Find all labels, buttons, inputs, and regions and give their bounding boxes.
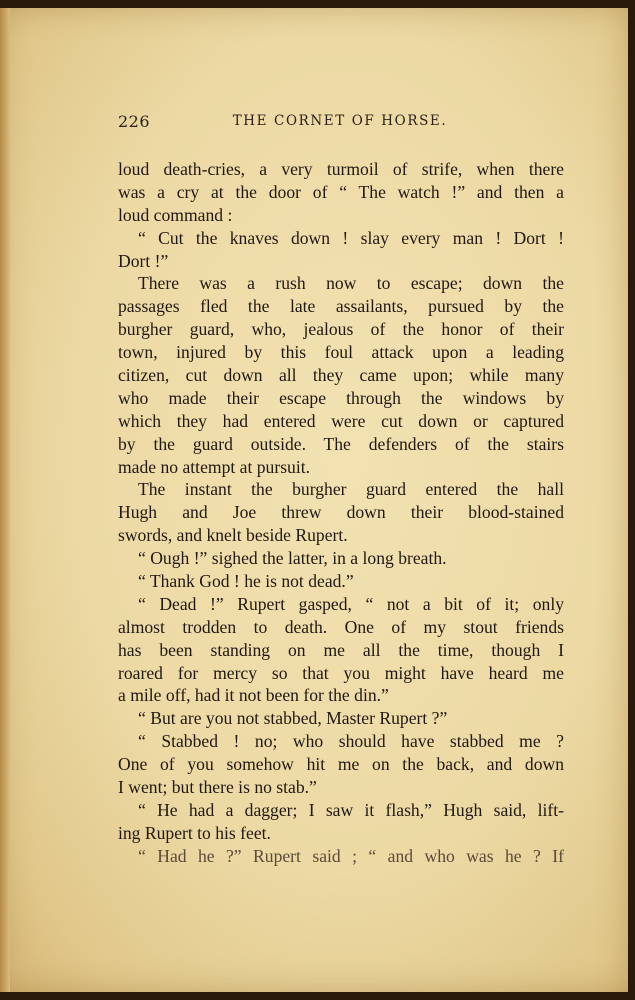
text-line: was a cry at the door of “ The watch !” and then a: [118, 181, 564, 202]
text-line: burgher guard, who, jealous of the honor of their: [118, 319, 564, 340]
body-text: [118, 158, 564, 868]
text-line: “ But are you not stabbed, Master Rupert ?”: [138, 708, 448, 729]
text-line: “ Thank God ! he is not dead.”: [138, 571, 354, 592]
text-line: The instant the burgher guard entered the hall: [138, 479, 564, 500]
page-spine-edge: [0, 8, 10, 992]
text-line: by the guard outside. The defenders of the stairs: [118, 433, 564, 454]
text-line: almost trodden to death. One of my stout friends: [118, 616, 564, 637]
text-line: passages fled the late assailants, pursued by the: [118, 296, 564, 317]
text-line: “ He had a dagger; I saw it flash,” Hugh said, lift-: [138, 799, 564, 820]
text-line: “ Had he ?” Rupert said ; “ and who was he ? If: [138, 845, 564, 866]
text-line: “ Dead !” Rupert gasped, “ not a bit of it; only: [138, 593, 564, 614]
text-line: There was a rush now to escape; down the: [138, 273, 564, 294]
text-line: loud death-cries, a very turmoil of strife, when there: [118, 159, 564, 179]
text-line: roared for mercy so that you might have heard me: [118, 662, 564, 683]
running-title: THE CORNET OF HORSE.: [232, 113, 448, 129]
text-line: which they had entered were cut down or captured: [118, 410, 564, 431]
text-line: I went; but there is no stab.”: [118, 777, 317, 798]
text-line: “ Stabbed ! no; who should have stabbed me ?: [138, 731, 564, 752]
text-line: swords, and knelt beside Rupert.: [118, 525, 348, 546]
book-page: [0, 8, 628, 992]
text-line: Hugh and Joe threw down their blood-stained: [118, 502, 564, 523]
text-line: who made their escape through the windows by: [118, 387, 564, 408]
text-line: citizen, cut down all they came upon; while many: [118, 365, 564, 386]
text-line: ing Rupert to his feet.: [118, 822, 271, 843]
text-line: “ Ough !” sighed the latter, in a long breath.: [138, 548, 447, 569]
text-line: Dort !”: [118, 250, 169, 271]
text-line: made no attempt at pursuit.: [118, 456, 311, 477]
text-line: a mile off, had it not been for the din.”: [118, 685, 389, 706]
text-line: “ Cut the knaves down ! slay every man ! Dort !: [138, 227, 564, 248]
text-line: town, injured by this foul attack upon a leading: [118, 342, 564, 363]
text-line: loud command :: [118, 204, 233, 225]
text-line: has been standing on me all the time, though I: [118, 639, 564, 660]
page-header: [118, 112, 562, 136]
page-number: 226: [118, 112, 151, 131]
text-line: One of you somehow hit me on the back, and down: [118, 754, 564, 775]
